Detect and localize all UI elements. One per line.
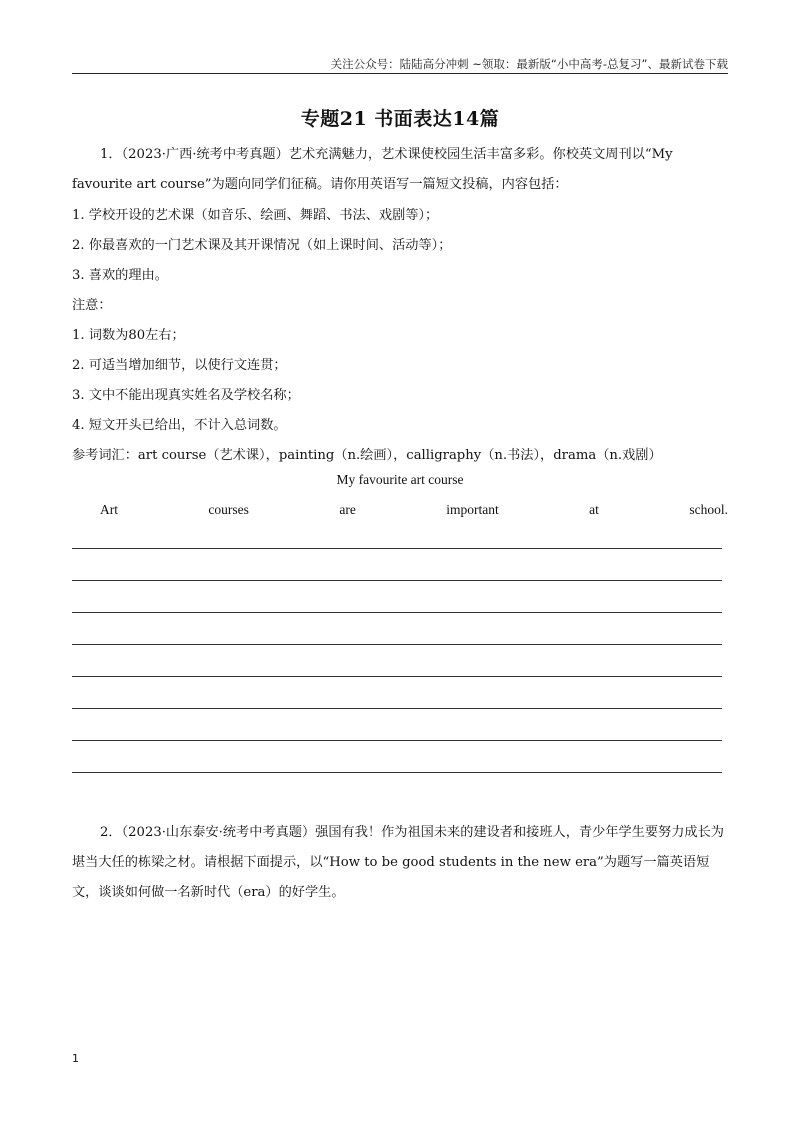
reference-vocabulary: 参考词汇：art course（艺术课），painting（n.绘画），calligraphy（n.书法），drama（n.戏剧）	[72, 448, 662, 463]
answer-line[interactable]	[72, 548, 722, 549]
opening-word: are	[339, 502, 356, 517]
answer-line[interactable]	[72, 740, 722, 741]
opening-word: courses	[208, 502, 249, 517]
essay-opening-sentence	[100, 502, 728, 518]
page-number: 1	[72, 1052, 79, 1065]
answer-line[interactable]	[72, 644, 722, 645]
page-title: 专题21 书面表达14篇	[300, 108, 500, 130]
answer-line[interactable]	[72, 772, 722, 773]
opening-word: school.	[689, 502, 728, 517]
content-point-2: 2. 你最喜欢的一门艺术课及其开课情况（如上课时间、活动等）；	[72, 238, 452, 253]
opening-word: important	[446, 502, 499, 517]
header-divider	[72, 73, 728, 74]
answer-line[interactable]	[72, 708, 722, 709]
header-text: 关注公众号：陆陆高分冲刺 ~领取：最新版“小中高考-总复习”、最新试卷下载	[330, 57, 728, 71]
notes-label: 注意：	[72, 298, 112, 313]
content-point-3: 3. 喜欢的理由。	[72, 268, 168, 283]
question-2-text: 2．（2023·山东泰安·统考中考真题）强国有我！作为祖国未来的建设者和接班人，青少年学生要努力成长为堪当大任的栋梁之材。请根据下面提示，以“How to be good students in the new era”为题写一篇英语短文，谈谈如何做一名新时代（era）的好学生。	[72, 825, 724, 900]
answer-line[interactable]	[72, 676, 722, 677]
question-1-intro	[72, 140, 728, 200]
question-1-intro-text: 1．（2023·广西·统考中考真题）艺术充满魅力，艺术课使校园生活丰富多彩。你校英文周刊以“My favourite art course”为题向同学们征稿。请你用英语写一篇短文投稿，内容包括：	[72, 147, 673, 192]
opening-word: Art	[100, 502, 118, 517]
essay-title: My favourite art course	[336, 472, 464, 487]
opening-word: at	[589, 502, 599, 517]
content-point-1: 1. 学校开设的艺术课（如音乐、绘画、舞蹈、书法、戏剧等）；	[72, 208, 439, 223]
note-4: 4. 短文开头已给出，不计入总词数。	[72, 418, 287, 433]
note-1: 1. 词数为80左右；	[72, 328, 185, 343]
answer-line[interactable]	[72, 580, 722, 581]
answer-line[interactable]	[72, 612, 722, 613]
note-2: 2. 可适当增加细节，以使行文连贯；	[72, 358, 287, 373]
note-3: 3. 文中不能出现真实姓名及学校名称；	[72, 388, 300, 403]
